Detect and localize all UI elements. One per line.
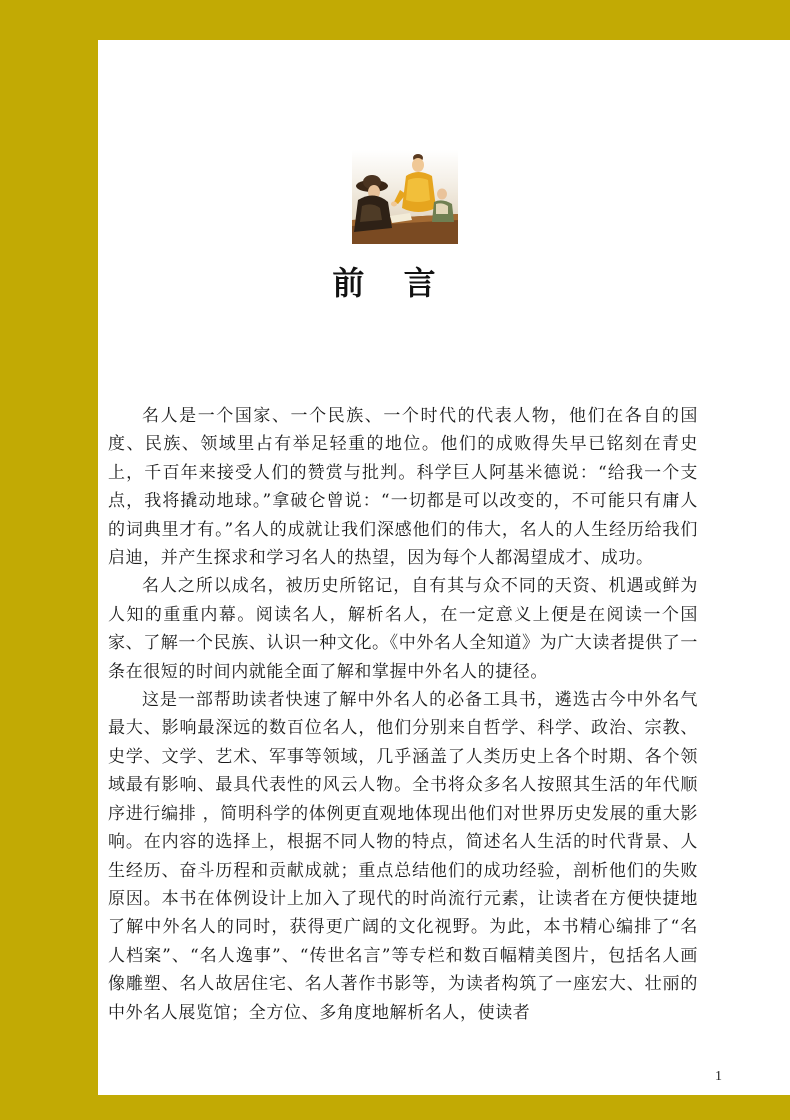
preface-body <box>108 402 698 1027</box>
paragraph: 名人之所以成名，被历史所铭记，自有其与众不同的天资、机遇或鲜为人知的重重内幕。阅读名人，解析名人，在一定意义上便是在阅读一个国家、了解一个民族、认识一种文化。《中外名人全知道》为广大读者提供了一条在很短的时间内就能全面了解和掌握中外名人的捷径。 <box>108 576 698 682</box>
painting-illustration <box>352 150 458 244</box>
paragraph: 名人是一个国家、一个民族、一个时代的代表人物，他们在各自的国度、民族、领域里占有举足轻重的地位。他们的成败得失早已铭刻在青史上，千百年来接受人们的赞赏与批判。科学巨人阿基米德说：“给我一个支点，我将撬动地球。”拿破仑曾说：“一切都是可以改变的，不可能只有庸人的词典里才有。”名人的成就让我们深感他们的伟大，名人的人生经历给我们启迪，并产生探求和学习名人的热望，因为每个人都渴望成才、成功。 <box>108 406 698 569</box>
page-number: 1 <box>715 1069 722 1084</box>
book-page <box>98 40 790 1095</box>
paragraph: 这是一部帮助读者快速了解中外名人的必备工具书，遴选古今中外名气最大、影响最深远的数百位名人，他们分别来自哲学、科学、政治、宗教、史学、文学、艺术、军事等领域，几乎涵盖了人类历史上各个时期、各个领域最有影响、最具代表性的风云人物。全书将众多名人按照其生活的年代顺序进行编排 ，简明科学的体例更直观地体现出他们对世界历史发展的重大影响。在内容的选择上，根据不同人物的特点，简述名人生活的时代背景、人生经历、奋斗历程和贡献成就；重点总结他们的成功经验，剖析他们的失败原因。本书在体例设计上加入了现代的时尚流行元素，让读者在方便快捷地了解中外名人的同时，获得更广阔的文化视野。为此，本书精心编排了“名人档案”、“名人逸事”、“传世名言”等专栏和数百幅精美图片，包括名人画像雕塑、名人故居住宅、名人著作书影等，为读者构筑了一座宏大、壮丽的中外名人展览馆；全方位、多角度地解析名人，使读者 <box>108 690 698 1023</box>
page-title: 前 言 <box>332 264 450 302</box>
